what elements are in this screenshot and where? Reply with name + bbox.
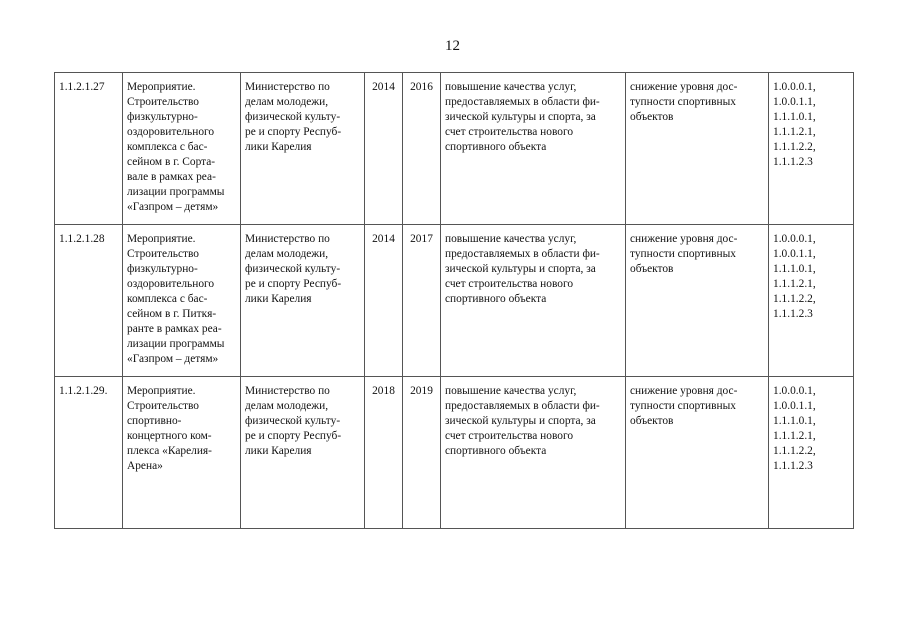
cell-text-line: лизации программы [127, 338, 225, 350]
cell-text-line: счет строительства нового [445, 278, 574, 290]
executor-cell [241, 225, 365, 377]
code-cell: 1.1.2.1.27 [55, 73, 123, 225]
event-cell [123, 73, 241, 225]
cell-text-line: тупности спортивных [630, 96, 736, 108]
cell-text-line: объектов [630, 263, 674, 275]
cell-text-line: вале в рамках реа- [127, 171, 216, 183]
cell-text-line: 1.1.1.2.3 [773, 308, 813, 320]
cell-text-line: Министерство по [245, 233, 330, 245]
indicators-cell [769, 225, 854, 377]
cell-text-line: «Газпром – детям» [127, 353, 219, 365]
cell-text-line: предоставляемых в области фи- [445, 248, 600, 260]
table-body [55, 73, 854, 529]
table-row [55, 73, 854, 225]
cell-text-line: предоставляемых в области фи- [445, 96, 600, 108]
cell-text-line: сейном в г. Питкя- [127, 308, 217, 320]
cell-text-line: делам молодежи, [245, 96, 329, 108]
cell-text-line: оздоровительного [127, 278, 215, 290]
cell-text-line: лики Карелия [245, 445, 312, 457]
cell-text-line: Строительство [127, 400, 199, 412]
cell-text-line: ре и спорту Респуб- [245, 126, 342, 138]
cell-text-line: повышение качества услуг, [445, 233, 577, 245]
cell-text-line: тупности спортивных [630, 400, 736, 412]
year-start-cell: 2018 [365, 377, 403, 529]
cell-text-line: 1.1.1.2.3 [773, 460, 813, 472]
cell-text-line: физической культу- [245, 111, 341, 123]
cell-text-line: зической культуры и спорта, за [445, 263, 596, 275]
measures-table [54, 72, 854, 529]
indicators-cell [769, 73, 854, 225]
cell-text-line: Мероприятие. [127, 385, 196, 397]
cell-text-line: ре и спорту Респуб- [245, 278, 342, 290]
cell-text-line: плекса «Карелия- [127, 445, 212, 457]
cell-text-line: 1.1.1.2.3 [773, 156, 813, 168]
cell-text-line: 1.1.1.2.2, [773, 141, 816, 153]
cell-text-line: лизации программы [127, 186, 225, 198]
cell-text-line: 1.0.0.1.1, [773, 248, 816, 260]
cell-text-line: снижение уровня дос- [630, 233, 738, 245]
cell-text-line: предоставляемых в области фи- [445, 400, 600, 412]
cell-text-line: оздоровительного [127, 126, 215, 138]
cell-text-line: Министерство по [245, 81, 330, 93]
cell-text-line: физической культу- [245, 415, 341, 427]
cell-text-line: делам молодежи, [245, 248, 329, 260]
cell-text-line: 1.0.0.0.1, [773, 81, 816, 93]
cell-text-line: счет строительства нового [445, 126, 574, 138]
result-cell [441, 73, 626, 225]
consequence-cell [626, 225, 769, 377]
cell-text-line: повышение качества услуг, [445, 81, 577, 93]
indicators-cell [769, 377, 854, 529]
cell-text-line: снижение уровня дос- [630, 81, 738, 93]
cell-text-line: ре и спорту Респуб- [245, 430, 342, 442]
cell-text-line: счет строительства нового [445, 430, 574, 442]
cell-text-line: 1.1.1.2.2, [773, 293, 816, 305]
cell-text-line: Строительство [127, 248, 199, 260]
cell-text-line: комплекса с бас- [127, 293, 208, 305]
cell-text-line: зической культуры и спорта, за [445, 111, 596, 123]
cell-text-line: 1.0.0.0.1, [773, 385, 816, 397]
cell-text-line: физкультурно- [127, 263, 198, 275]
year-start-cell: 2014 [365, 225, 403, 377]
cell-text-line: 1.1.1.0.1, [773, 111, 816, 123]
cell-text-line: физической культу- [245, 263, 341, 275]
event-cell [123, 377, 241, 529]
page-number: 12 [445, 38, 460, 54]
cell-text-line: сейном в г. Сорта- [127, 156, 216, 168]
cell-text-line: физкультурно- [127, 111, 198, 123]
cell-text-line: 1.0.0.1.1, [773, 96, 816, 108]
year-start-cell: 2014 [365, 73, 403, 225]
cell-text-line: объектов [630, 111, 674, 123]
consequence-cell [626, 73, 769, 225]
cell-text-line: 1.1.1.2.2, [773, 445, 816, 457]
cell-text-line: комплекса с бас- [127, 141, 208, 153]
cell-text-line: лики Карелия [245, 293, 312, 305]
cell-text-line: Мероприятие. [127, 81, 196, 93]
cell-text-line: лики Карелия [245, 141, 312, 153]
cell-text-line: 1.1.1.2.1, [773, 430, 816, 442]
year-end-cell: 2019 [403, 377, 441, 529]
cell-text-line: 1.1.1.2.1, [773, 278, 816, 290]
cell-text-line: тупности спортивных [630, 248, 736, 260]
table-row [55, 225, 854, 377]
year-end-cell: 2016 [403, 73, 441, 225]
cell-text-line: Арена» [127, 460, 163, 472]
year-end-cell: 2017 [403, 225, 441, 377]
event-cell [123, 225, 241, 377]
cell-text-line: 1.1.1.2.1, [773, 126, 816, 138]
code-cell: 1.1.2.1.28 [55, 225, 123, 377]
cell-text-line: объектов [630, 415, 674, 427]
cell-text-line: повышение качества услуг, [445, 385, 577, 397]
cell-text-line: Мероприятие. [127, 233, 196, 245]
cell-text-line: «Газпром – детям» [127, 201, 219, 213]
cell-text-line: 1.0.0.1.1, [773, 400, 816, 412]
cell-text-line: концертного ком- [127, 430, 212, 442]
executor-cell [241, 73, 365, 225]
code-cell: 1.1.2.1.29. [55, 377, 123, 529]
cell-text-line: Министерство по [245, 385, 330, 397]
cell-text-line: Строительство [127, 96, 199, 108]
result-cell [441, 377, 626, 529]
cell-text-line: 1.1.1.0.1, [773, 263, 816, 275]
cell-text-line: спортивно- [127, 415, 182, 427]
result-cell [441, 225, 626, 377]
consequence-cell [626, 377, 769, 529]
cell-text-line: 1.0.0.0.1, [773, 233, 816, 245]
executor-cell [241, 377, 365, 529]
cell-text-line: спортивного объекта [445, 445, 547, 457]
cell-text-line: 1.1.1.0.1, [773, 415, 816, 427]
cell-text-line: зической культуры и спорта, за [445, 415, 596, 427]
cell-text-line: спортивного объекта [445, 141, 547, 153]
cell-text-line: снижение уровня дос- [630, 385, 738, 397]
cell-text-line: спортивного объекта [445, 293, 547, 305]
cell-text-line: ранте в рамках реа- [127, 323, 222, 335]
table-row [55, 377, 854, 529]
cell-text-line: делам молодежи, [245, 400, 329, 412]
